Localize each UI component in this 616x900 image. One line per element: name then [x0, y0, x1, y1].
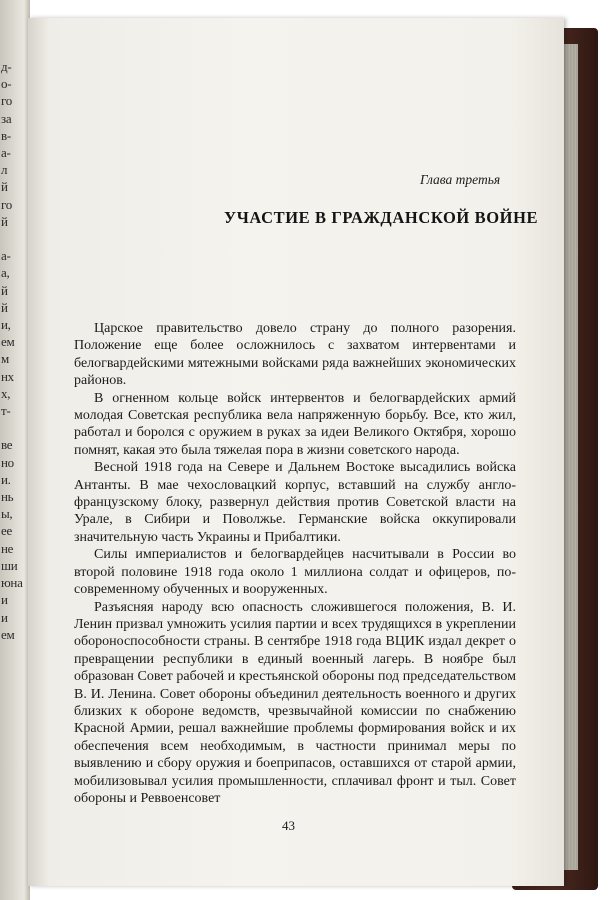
left-page-text-fragments: д- о- го за в- а- л й го й а- а, й й и, ем м нх х, т- ве но и. нь ы, ее не ши юна и и ем: [1, 59, 23, 642]
paragraph: Царское правительство довело страну до полного разорения. Положение еще более осложнилось с захватом интервентами и белогвардейскими мятежными войсками ряда важнейших экономических районов.: [74, 321, 516, 389]
page-number: 43: [282, 818, 295, 833]
chapter-title: УЧАСТИЕ В ГРАЖДАНСКОЙ ВОЙНЕ: [224, 208, 539, 227]
left-page-edge: [0, 0, 30, 900]
chapter-label: Глава третья: [420, 172, 501, 187]
body-text: [74, 320, 516, 807]
paragraph: Весной 1918 года на Севере и Дальнем Востоке высадились войска Антанты. В мае чехословацкий корпус, вставший на службу англо-французскому блоку, развернул действия против Советской власти на Урале, в Сибири и Поволжье. Германские войска оккупировали значительную часть Украины и Прибалтики.: [74, 460, 516, 545]
paragraph: Разъясняя народу всю опасность сложившегося положения, В. И. Ленин призвал умножить усилия партии и всех трудящихся в укреплении обороноспособности страны. В сентябре 1918 года ВЦИК издал декрет о превращении республики в единый военный лагерь. В ноябре был образован Совет рабочей и крестьянской обороны под председательством В. И. Ленина. Совет обороны объединил деятельность военного и других близких к обороне ведомств, чрезвычайной комиссии по снабжению Красной Армии, решал важнейшие проблемы формирования войск и их обеспечения всем необходимым, в частности принимал меры по выявлению и сбору оружия и боеприпасов, оставшихся от старой армии, мобилизовывал усилия промышленности, сплачивал фронт и тыл. Совет обороны и Реввоенсовет: [74, 599, 516, 806]
paragraph: Силы империалистов и белогвардейцев насчитывали в России во второй половине 1918 года около 1 миллиона солдат и офицеров, по-современному обученных и вооруженных.: [74, 547, 516, 598]
paragraph: В огненном кольце войск интервентов и белогвардейских армий молодая Советская республика вела напряженную борьбу. Все, кто жил, работал и боролся с оружием в руках за идеи Великого Октября, хорошо помнят, какая это была тяжелая пора в жизни советского народа.: [74, 390, 516, 458]
